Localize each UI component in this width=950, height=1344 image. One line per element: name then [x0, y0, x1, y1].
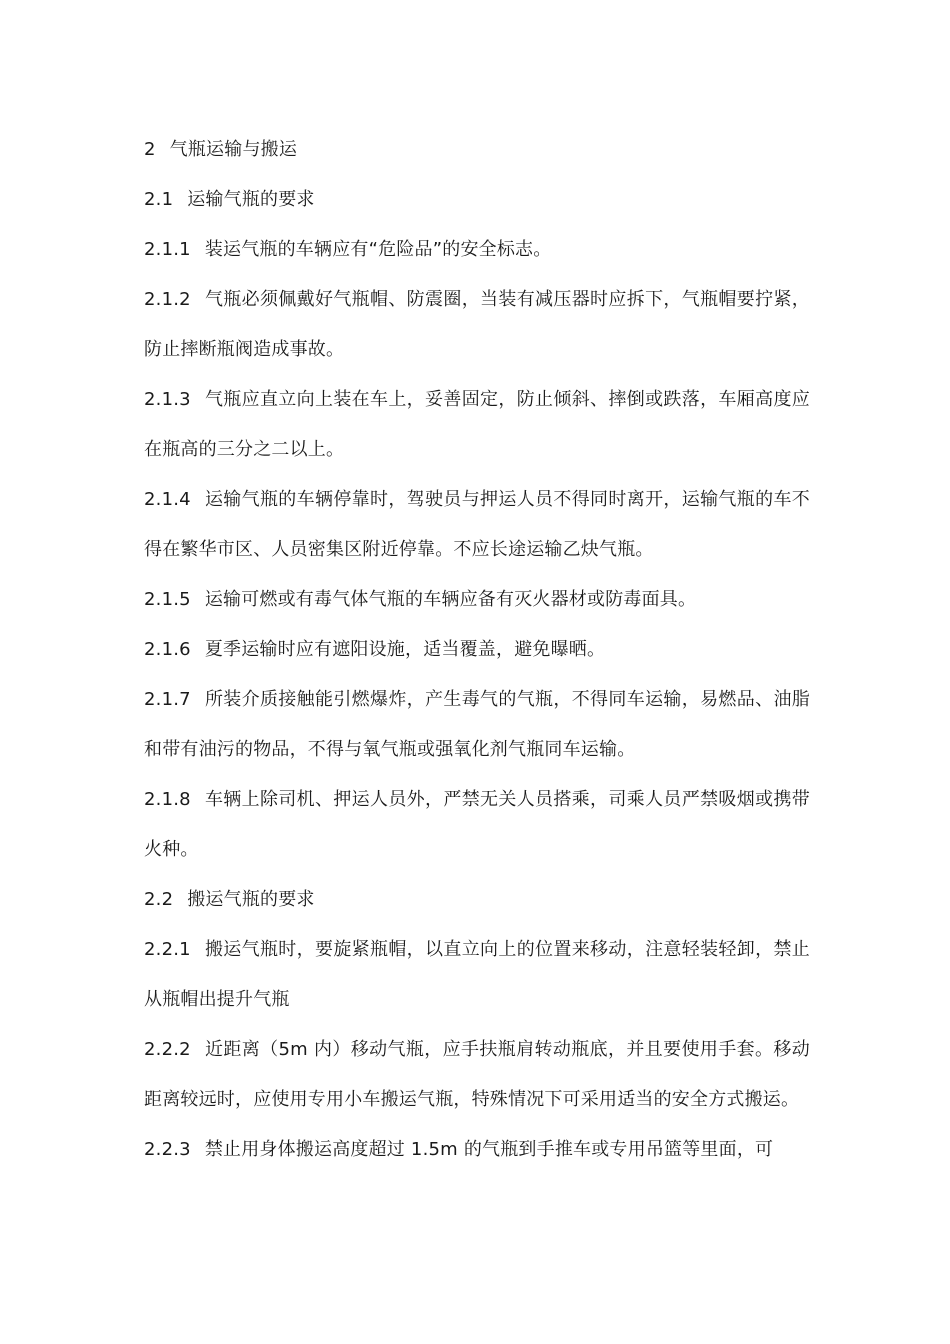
- clause-text: 搬运气瓶的要求: [187, 889, 315, 910]
- clause-2-1-4: [144, 475, 810, 575]
- section-heading-2-2: [144, 875, 810, 925]
- clause-number: 2.1.2: [144, 289, 191, 310]
- clause-number: 2.2.1: [144, 939, 191, 960]
- clause-2-1-1: [144, 225, 810, 275]
- clause-2-1-2: [144, 275, 810, 375]
- clause-text: 搬运气瓶时，要旋紧瓶帽，以直立向上的位置来移动，注意轻装轻卸，禁止从瓶帽出提升气瓶: [144, 939, 810, 1010]
- clause-number: 2.1.8: [144, 789, 191, 810]
- clause-text: 装运气瓶的车辆应有“危险品”的安全标志。: [204, 239, 552, 260]
- clause-number: 2.1.5: [144, 589, 191, 610]
- clause-2-1-6: [144, 625, 810, 675]
- clause-number: 2.1.3: [144, 389, 191, 410]
- clause-text: 运输气瓶的车辆停靠时，驾驶员与押运人员不得同时离开，运输气瓶的车不得在繁华市区、人员密集区附近停靠。不应长途运输乙炔气瓶。: [144, 489, 810, 560]
- clause-number: 2.1.4: [144, 489, 191, 510]
- section-heading-2-1: [144, 175, 810, 225]
- clause-2-1-3: [144, 375, 810, 475]
- clause-number: 2.2.3: [144, 1139, 191, 1160]
- document-body: [144, 125, 810, 1175]
- clause-text: 禁止用身体搬运高度超过 1.5m 的气瓶到手推车或专用吊篮等里面，可: [204, 1139, 774, 1160]
- clause-text: 气瓶应直立向上装在车上，妥善固定，防止倾斜、摔倒或跌落，车厢高度应在瓶高的三分之二以上。: [144, 389, 810, 460]
- clause-2-1-7: [144, 675, 810, 775]
- clause-2-2-2: [144, 1025, 810, 1125]
- clause-text: 近距离（5m 内）移动气瓶，应手扶瓶肩转动瓶底，并且要使用手套。移动距离较远时，应使用专用小车搬运气瓶，特殊情况下可采用适当的安全方式搬运。: [144, 1039, 810, 1110]
- clause-text: 所装介质接触能引燃爆炸，产生毒气的气瓶，不得同车运输，易燃品、油脂和带有油污的物品，不得与氧气瓶或强氧化剂气瓶同车运输。: [144, 689, 810, 760]
- clause-text: 气瓶必须佩戴好气瓶帽、防震圈，当装有减压器时应拆下，气瓶帽要拧紧，防止摔断瓶阀造成事故。: [144, 289, 810, 360]
- clause-text: 运输可燃或有毒气体气瓶的车辆应备有灭火器材或防毒面具。: [204, 589, 697, 610]
- clause-2-2-3: [144, 1125, 810, 1175]
- clause-2-1-8: [144, 775, 810, 875]
- clause-number: 2: [144, 139, 156, 160]
- section-heading-2: [144, 125, 810, 175]
- clause-text: 运输气瓶的要求: [187, 189, 315, 210]
- clause-number: 2.1.7: [144, 689, 191, 710]
- clause-text: 气瓶运输与搬运: [169, 139, 298, 160]
- clause-number: 2.2: [144, 889, 174, 910]
- clause-number: 2.1.6: [144, 639, 191, 660]
- clause-text: 夏季运输时应有遮阳设施，适当覆盖，避免曝晒。: [204, 639, 606, 660]
- clause-2-1-5: [144, 575, 810, 625]
- clause-2-2-1: [144, 925, 810, 1025]
- clause-number: 2.2.2: [144, 1039, 191, 1060]
- clause-number: 2.1.1: [144, 239, 191, 260]
- clause-text: 车辆上除司机、押运人员外，严禁无关人员搭乘，司乘人员严禁吸烟或携带火种。: [144, 789, 810, 860]
- clause-number: 2.1: [144, 189, 174, 210]
